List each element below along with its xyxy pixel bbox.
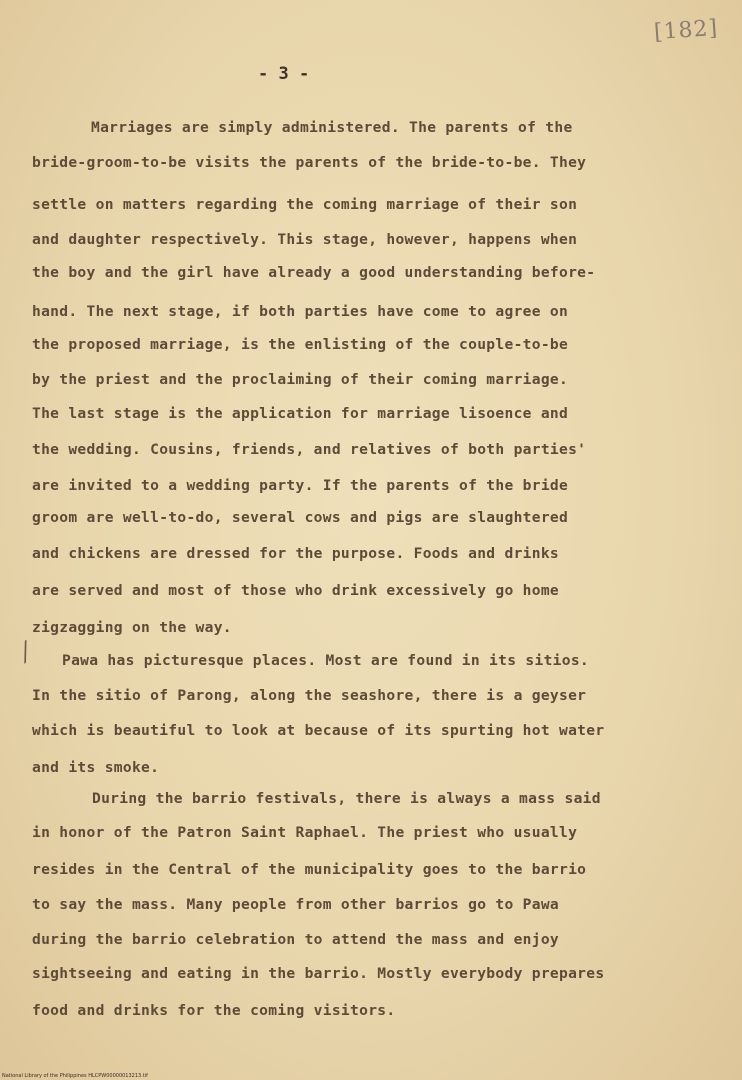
text-line: the wedding. Cousins, friends, and relatives of both parties' (32, 441, 587, 458)
text-line: are served and most of those who drink excessively go home (32, 582, 559, 599)
text-line: which is beautiful to look at because of its spurting hot water (32, 722, 605, 739)
text-line: the proposed marriage, is the enlisting of the couple-to-be (32, 336, 569, 353)
text-line: and daughter respectively. This stage, however, happens when (32, 231, 578, 248)
text-line: sightseeing and eating in the barrio. Mostly everybody prepares (32, 965, 605, 982)
text-line: Marriages are simply administered. The parents of the (91, 119, 573, 136)
text-line: During the barrio festivals, there is always a mass said (92, 790, 601, 807)
text-line: the boy and the girl have already a good understanding before- (32, 264, 596, 281)
text-line: The last stage is the application for marriage lisoence and (32, 405, 569, 422)
text-line: hand. The next stage, if both parties have come to agree on (32, 303, 569, 320)
handwritten-page-note: [182] (653, 15, 719, 46)
text-line: by the priest and the proclaiming of their coming marriage. (32, 371, 569, 388)
paragraph-mark-icon: ⁄ (16, 638, 36, 668)
text-line: Pawa has picturesque places. Most are found in its sitios. (62, 652, 589, 669)
text-line: groom are well-to-do, several cows and pigs are slaughtered (32, 509, 569, 526)
text-line: bride-groom-to-be visits the parents of the bride-to-be. They (32, 154, 587, 171)
text-line: In the sitio of Parong, along the seashore, there is a geyser (32, 687, 587, 704)
text-line: and its smoke. (32, 759, 160, 776)
text-line: are invited to a wedding party. If the parents of the bride (32, 477, 569, 494)
page-number: - 3 - (258, 64, 310, 84)
text-line: settle on matters regarding the coming marriage of their son (32, 196, 578, 213)
text-line: zigzagging on the way. (32, 619, 232, 636)
text-line: in honor of the Patron Saint Raphael. The priest who usually (32, 824, 578, 841)
text-line: resides in the Central of the municipality goes to the barrio (32, 861, 587, 878)
archive-footer: National Library of the Philippines HLCPW00000013213.tif (2, 1073, 148, 1079)
text-line: during the barrio celebration to attend the mass and enjoy (32, 931, 559, 948)
text-line: to say the mass. Many people from other barrios go to Pawa (32, 896, 559, 913)
text-line: and chickens are dressed for the purpose. Foods and drinks (32, 545, 559, 562)
text-line: food and drinks for the coming visitors. (32, 1002, 396, 1019)
